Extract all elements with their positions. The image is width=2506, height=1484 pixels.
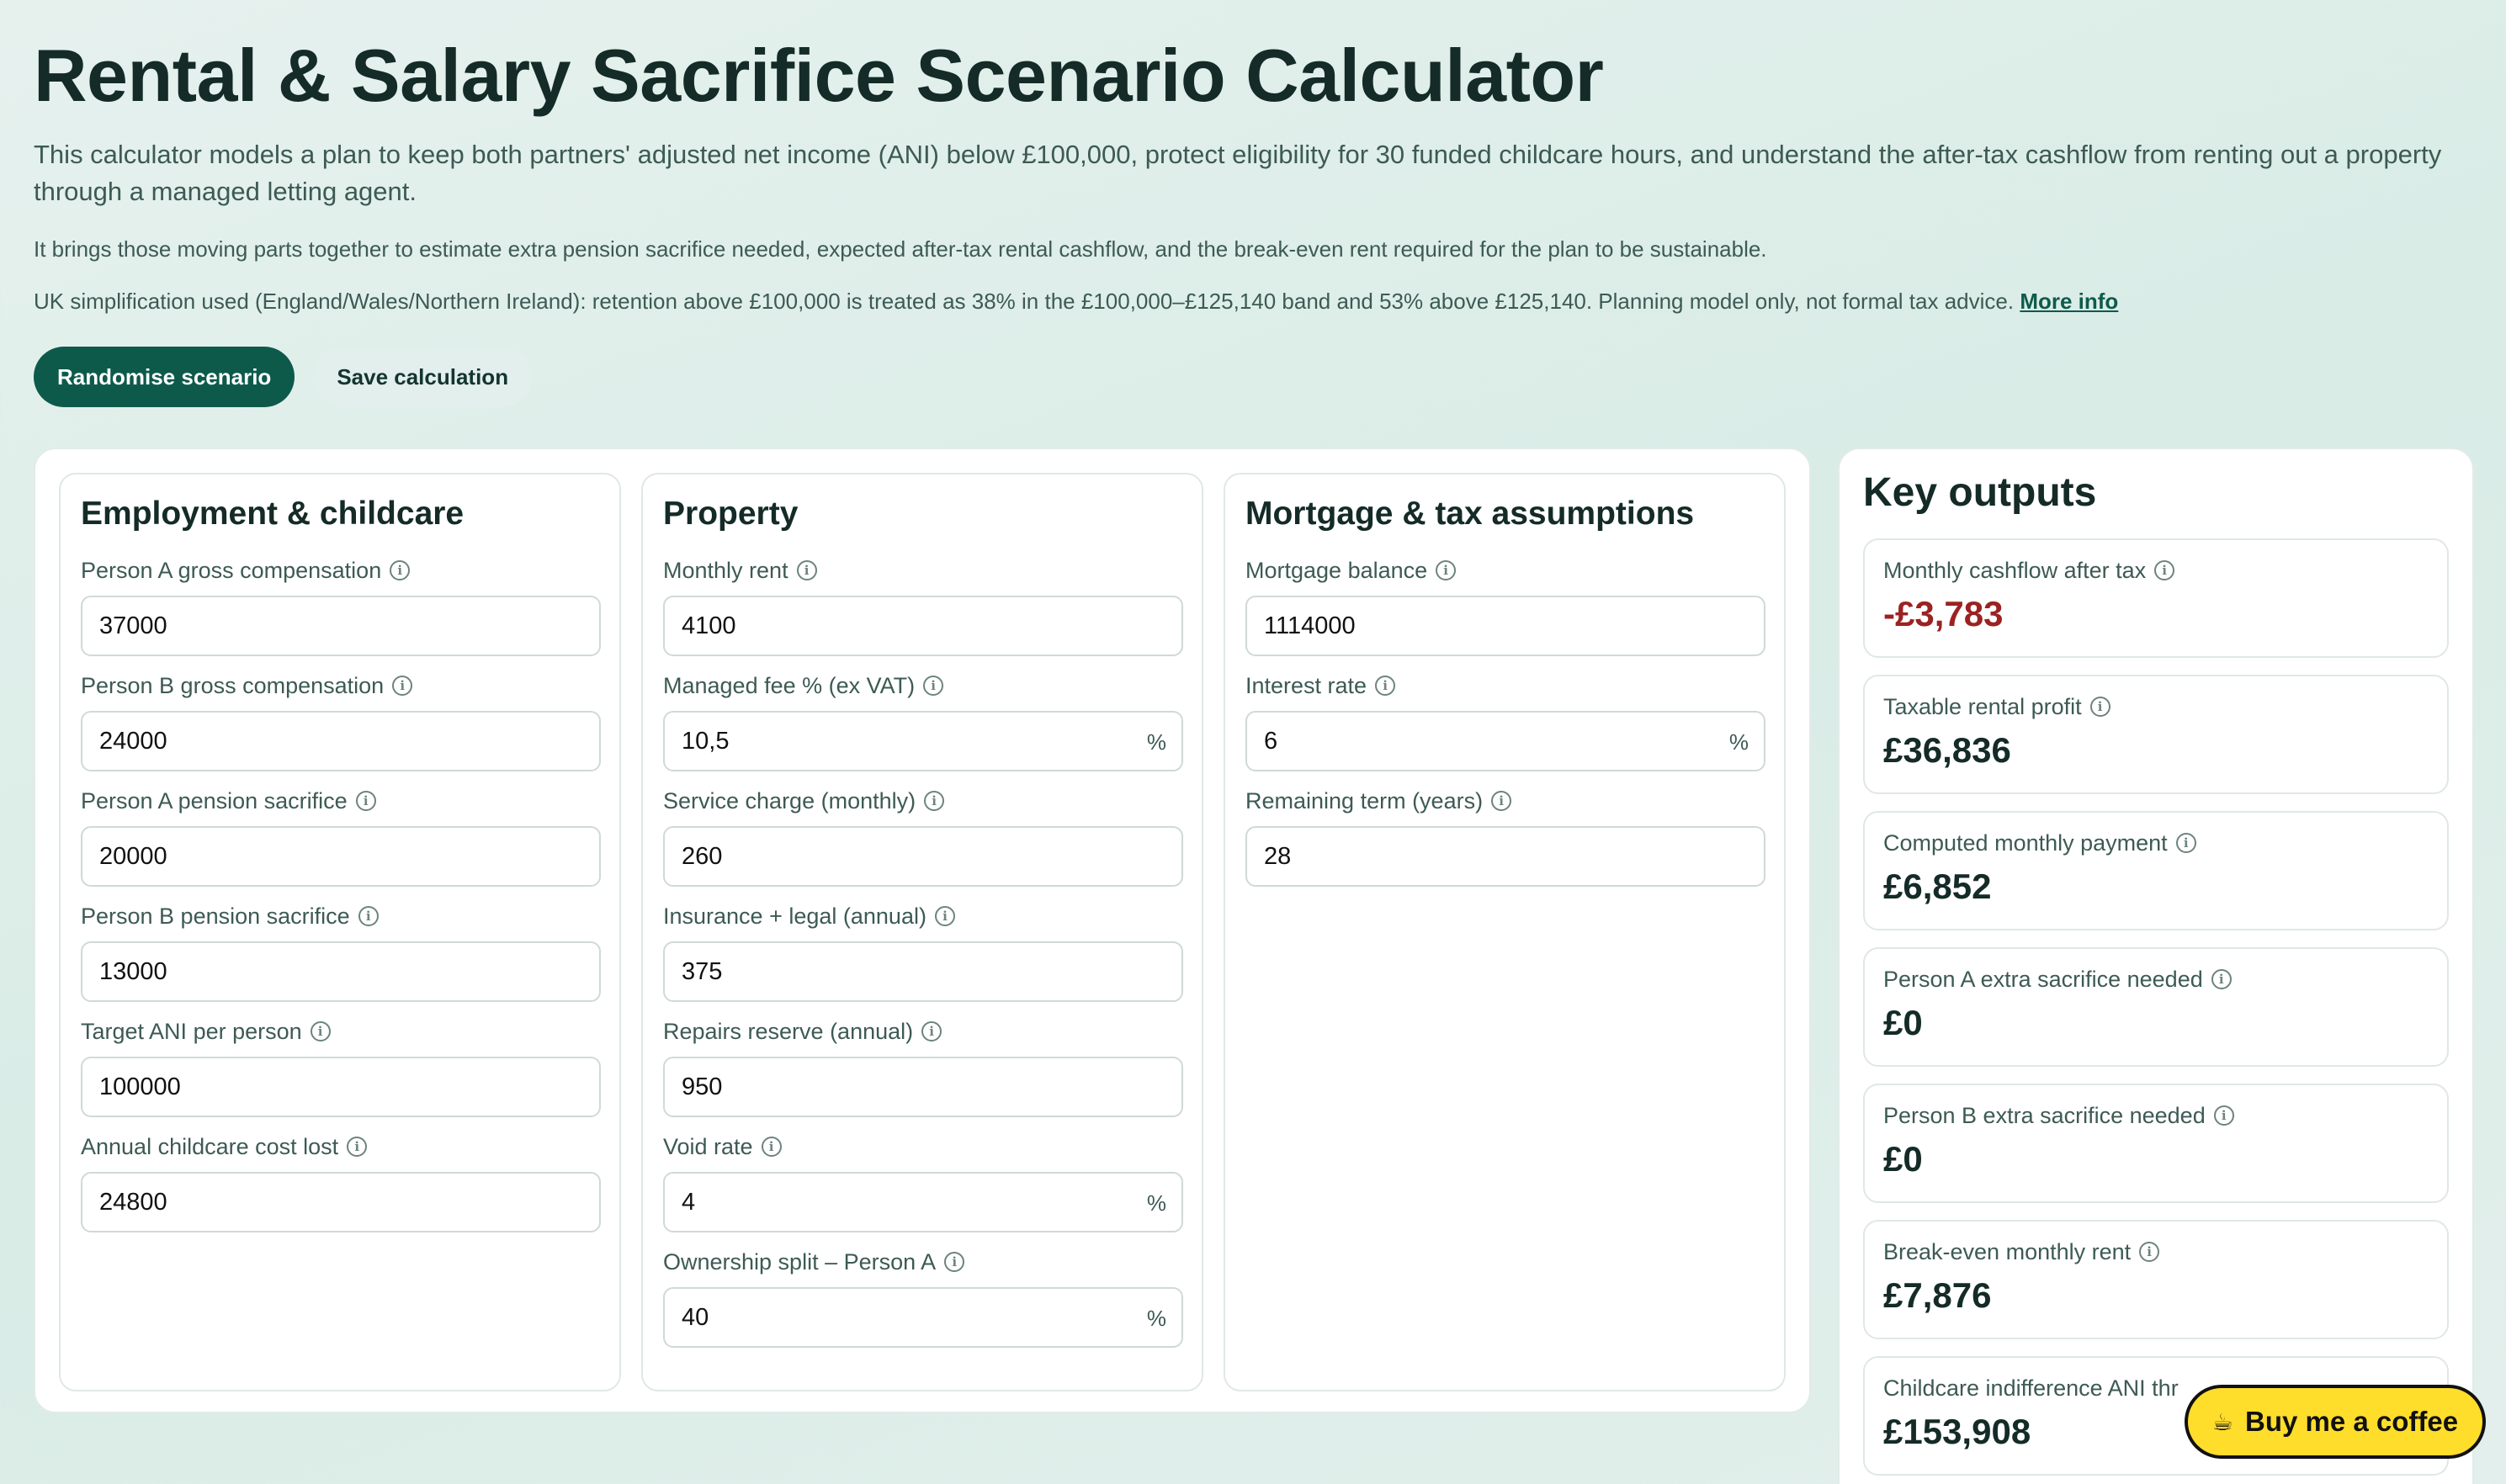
field-childcare-cost	[81, 1130, 599, 1245]
field-monthly-rent	[663, 554, 1181, 669]
output-label: Childcare indifference ANI thr	[1883, 1375, 2179, 1401]
coffee-cup-icon: ☕	[2211, 1407, 2233, 1436]
employment-panel-title: Employment & childcare	[81, 496, 465, 532]
field-label: Ownership split – Person A	[663, 1248, 937, 1275]
managed-fee-input[interactable]	[665, 713, 1181, 770]
info-icon[interactable]: i	[944, 1252, 964, 1272]
field-label: Person B pension sacrifice	[81, 903, 350, 929]
field-person-b-sacrifice	[81, 899, 599, 1015]
info-icon[interactable]: i	[762, 1137, 782, 1157]
randomise-scenario-button[interactable]: Randomise scenario	[34, 347, 295, 407]
percent-suffix: %	[1728, 729, 1749, 755]
save-calculation-button[interactable]: Save calculation	[313, 347, 532, 407]
percent-suffix: %	[1146, 1190, 1166, 1216]
info-icon[interactable]: i	[1491, 791, 1511, 811]
info-icon[interactable]: i	[311, 1021, 331, 1041]
field-insurance-legal	[663, 899, 1181, 1015]
field-label: Insurance + legal (annual)	[663, 903, 926, 929]
output-person-a-extra	[1863, 947, 2449, 1067]
field-label: Remaining term (years)	[1245, 787, 1484, 814]
insurance-legal-input[interactable]	[665, 943, 1181, 1000]
key-outputs-title: Key outputs	[1863, 470, 2097, 515]
field-service-charge	[663, 784, 1181, 899]
output-value: -£3,783	[1883, 594, 2004, 633]
target-ani-input[interactable]	[82, 1058, 599, 1116]
percent-suffix: %	[1146, 1306, 1166, 1331]
info-icon[interactable]: i	[797, 560, 817, 580]
field-person-a-gross	[81, 554, 599, 669]
output-value: £36,836	[1883, 730, 2011, 770]
field-interest-rate	[1245, 669, 1764, 784]
field-label: Mortgage balance	[1245, 557, 1428, 583]
inputs-card	[34, 448, 1811, 1413]
disclaimer-note	[34, 286, 2474, 316]
info-icon[interactable]: i	[347, 1137, 367, 1157]
info-icon[interactable]: i	[2176, 833, 2196, 853]
mortgage-panel	[1224, 473, 1786, 1391]
person-b-gross-input[interactable]	[82, 713, 599, 770]
output-value: £153,908	[1883, 1412, 2031, 1451]
info-icon[interactable]: i	[923, 676, 943, 696]
field-ownership-split	[663, 1245, 1181, 1360]
ownership-split-input[interactable]	[665, 1289, 1181, 1346]
field-void-rate	[663, 1130, 1181, 1245]
output-taxable-profit	[1863, 675, 2449, 794]
info-icon[interactable]: i	[1375, 676, 1395, 696]
output-person-b-extra	[1863, 1084, 2449, 1203]
output-label: Break-even monthly rent	[1883, 1238, 2132, 1264]
mortgage-balance-input[interactable]	[1247, 597, 1764, 655]
field-label: Person A pension sacrifice	[81, 787, 348, 814]
output-value: £0	[1883, 1003, 1923, 1042]
property-panel	[641, 473, 1203, 1391]
output-value: £7,876	[1883, 1275, 1992, 1315]
output-label: Monthly cashflow after tax	[1883, 557, 2147, 583]
info-icon[interactable]: i	[2139, 1242, 2159, 1262]
output-break-even-rent	[1863, 1220, 2449, 1339]
summary-note: It brings those moving parts together to estimate extra pension sacrifice needed, expected after-tax rental cashflow, and the break-even rent required for the plan to be sustainable.	[34, 236, 1767, 262]
output-label: Person A extra sacrifice needed	[1883, 966, 2203, 992]
void-rate-input[interactable]	[665, 1174, 1181, 1231]
info-icon[interactable]: i	[935, 906, 955, 926]
info-icon[interactable]: i	[921, 1021, 942, 1041]
monthly-rent-input[interactable]	[665, 597, 1181, 655]
more-info-link[interactable]: More info	[2020, 289, 2119, 314]
field-label: Repairs reserve (annual)	[663, 1018, 914, 1044]
person-a-gross-input[interactable]	[82, 597, 599, 655]
field-managed-fee	[663, 669, 1181, 784]
output-monthly-payment	[1863, 811, 2449, 930]
field-repairs-reserve	[663, 1015, 1181, 1130]
employment-panel	[59, 473, 621, 1391]
info-icon[interactable]: i	[2211, 969, 2232, 989]
output-value: £0	[1883, 1139, 1923, 1179]
info-icon[interactable]: i	[358, 906, 379, 926]
service-charge-input[interactable]	[665, 828, 1181, 885]
field-person-b-gross	[81, 669, 599, 784]
intro-text: This calculator models a plan to keep both partners' adjusted net income (ANI) below £100,000, protect eligibility for 30 funded childcare hours, and understand the after-tax cashflow from renting out a property through a managed letting agent.	[34, 140, 2442, 206]
mortgage-panel-title: Mortgage & tax assumptions	[1245, 496, 1695, 532]
info-icon[interactable]: i	[2154, 560, 2174, 580]
field-label: Managed fee % (ex VAT)	[663, 672, 916, 698]
disclaimer-text: UK simplification used (England/Wales/Northern Ireland): retention above £100,000 is treated as 38% in the £100,000–£125,140 band and 53% above £125,140. Planning model only, not formal tax advice.	[34, 289, 2015, 314]
field-label: Person B gross compensation	[81, 672, 385, 698]
output-value: £6,852	[1883, 867, 1992, 906]
info-icon[interactable]: i	[1436, 560, 1456, 580]
field-mortgage-balance	[1245, 554, 1764, 669]
field-label: Annual childcare cost lost	[81, 1133, 339, 1159]
property-panel-title: Property	[663, 496, 799, 532]
info-icon[interactable]: i	[2090, 697, 2110, 717]
info-icon[interactable]: i	[2214, 1105, 2234, 1126]
remaining-term-input[interactable]	[1247, 828, 1764, 885]
percent-suffix: %	[1146, 729, 1166, 755]
action-buttons	[34, 347, 2474, 407]
page-header	[34, 34, 2474, 407]
info-icon[interactable]: i	[390, 560, 410, 580]
field-target-ani	[81, 1015, 599, 1130]
output-label: Person B extra sacrifice needed	[1883, 1102, 2206, 1128]
output-label: Computed monthly payment	[1883, 829, 2168, 856]
output-label: Taxable rental profit	[1883, 693, 2082, 719]
buy-me-a-coffee-button[interactable]	[2185, 1385, 2486, 1459]
field-label: Target ANI per person	[81, 1018, 302, 1044]
field-label: Interest rate	[1245, 672, 1367, 698]
field-label: Service charge (monthly)	[663, 787, 916, 814]
page-title: Rental & Salary Sacrifice Scenario Calculator	[34, 34, 1604, 117]
repairs-reserve-input[interactable]	[665, 1058, 1181, 1116]
childcare-cost-input[interactable]	[82, 1174, 599, 1231]
field-label: Monthly rent	[663, 557, 788, 583]
output-monthly-cashflow	[1863, 538, 2449, 658]
interest-rate-input[interactable]	[1247, 713, 1764, 770]
person-a-sacrifice-input[interactable]	[82, 828, 599, 885]
info-icon[interactable]: i	[356, 791, 376, 811]
key-outputs-card	[1838, 448, 2474, 1484]
coffee-label: Buy me a coffee	[2245, 1406, 2459, 1437]
field-person-a-sacrifice	[81, 784, 599, 899]
field-label: Person A gross compensation	[81, 557, 382, 583]
info-icon[interactable]: i	[392, 676, 412, 696]
info-icon[interactable]: i	[924, 791, 944, 811]
field-label: Void rate	[663, 1133, 753, 1159]
field-remaining-term	[1245, 784, 1764, 899]
person-b-sacrifice-input[interactable]	[82, 943, 599, 1000]
